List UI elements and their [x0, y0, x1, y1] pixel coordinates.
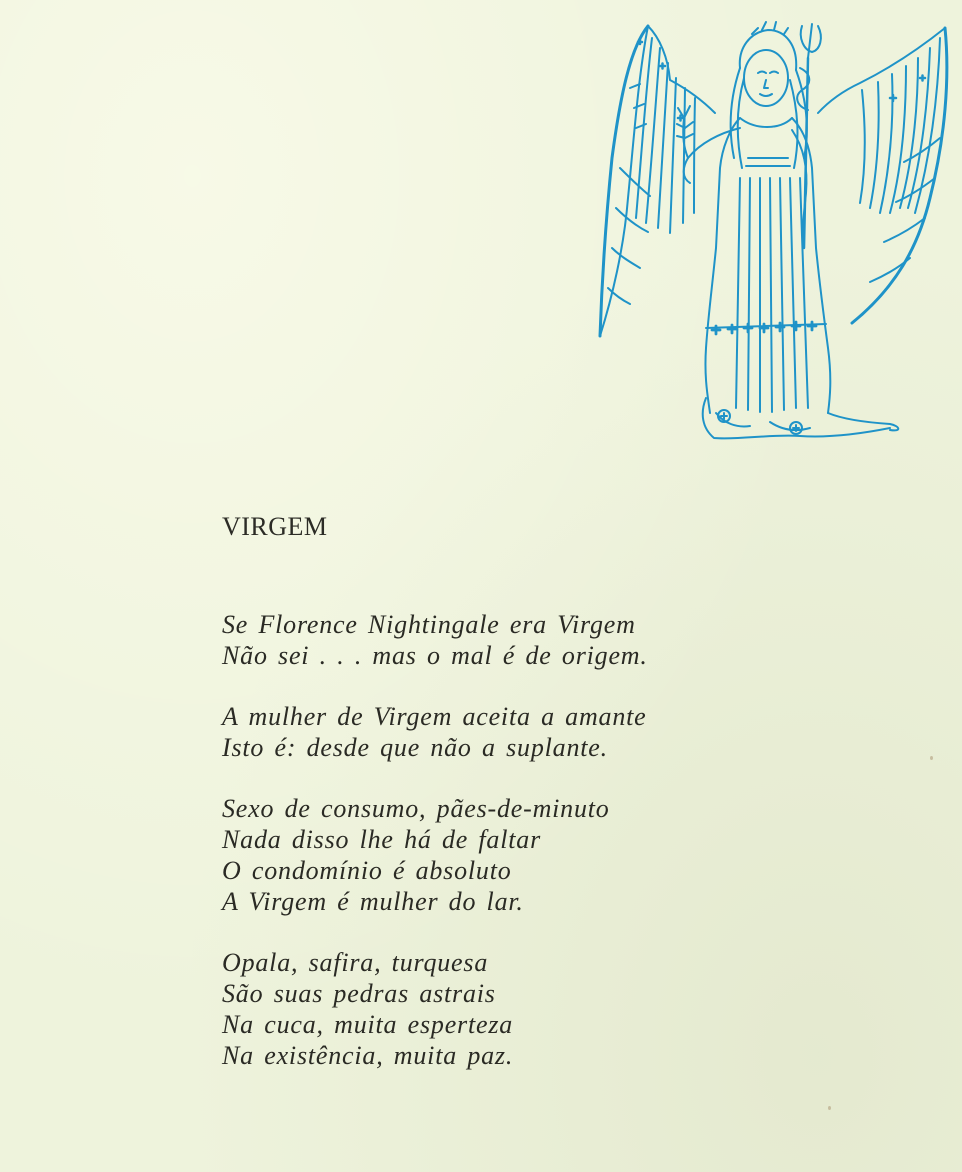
poem-line: São suas pedras astrais	[222, 979, 496, 1008]
poem-body	[222, 609, 842, 1101]
poem-line: Na existência, muita paz.	[222, 1041, 514, 1070]
poem-line: Sexo de consumo, pães-de-minuto	[222, 794, 610, 823]
poem-line: O condomínio é absoluto	[222, 856, 512, 885]
stanza	[222, 609, 842, 671]
poem-line: Nada disso lhe há de faltar	[222, 825, 541, 854]
paper-speck	[930, 756, 933, 760]
poem-line: Não sei . . . mas o mal é de origem.	[222, 641, 648, 670]
poem-line: Na cuca, muita esperteza	[222, 1010, 514, 1039]
virgo-angel-woodcut-icon	[590, 18, 955, 448]
poem-line: Opala, safira, turquesa	[222, 948, 489, 977]
poem-line: Se Florence Nightingale era Virgem	[222, 610, 636, 639]
paper-speck	[828, 1106, 831, 1110]
stanza	[222, 793, 842, 917]
poem-title: VIRGEM	[222, 512, 328, 541]
poem-line: A mulher de Virgem aceita a amante	[222, 702, 647, 731]
poem-line: A Virgem é mulher do lar.	[222, 887, 524, 916]
stanza	[222, 947, 842, 1071]
poem-line: Isto é: desde que não a suplante.	[222, 733, 608, 762]
stanza	[222, 701, 842, 763]
